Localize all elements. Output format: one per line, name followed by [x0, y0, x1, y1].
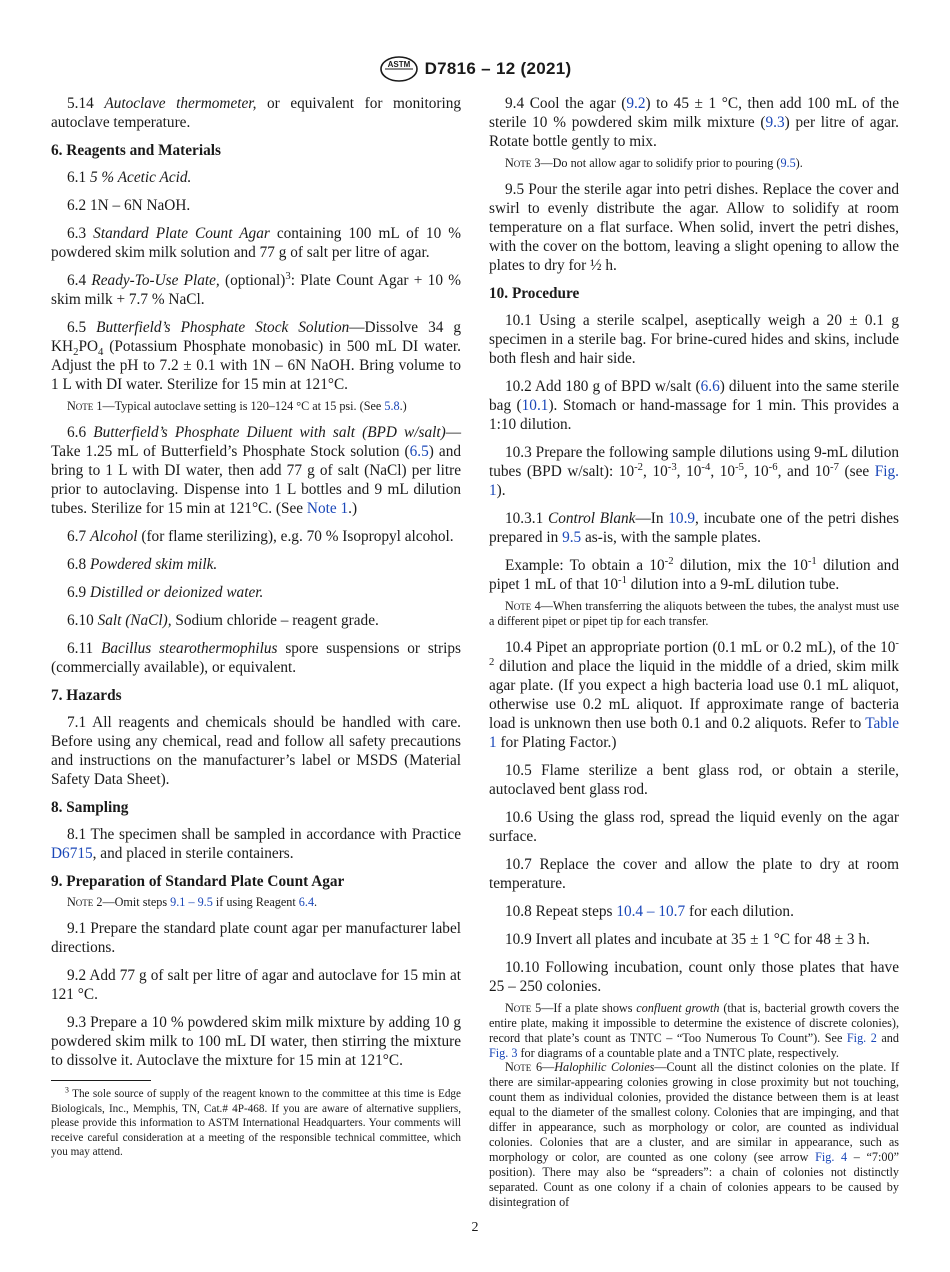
note-label: Note — [505, 156, 532, 170]
note-label: Note — [505, 599, 532, 613]
para-6-3: 6.3 Standard Plate Count Agar containing 100 mL of 10 % powdered skim milk solution and 77 g of salt per litre of agar. — [51, 225, 462, 261]
para-9-2: 9.2 Add 77 g of salt per litre of agar and autoclave for 15 min at 121 °C. — [51, 967, 461, 1003]
note-3: Note 3—Do not allow agar to solidify prior to pouring (9.5). — [505, 156, 803, 170]
para-8-1: 8.1 The specimen shall be sampled in accordance with Practice D6715, and placed in sterile containers. — [51, 826, 461, 862]
cross-reference-link[interactable]: 6.6 — [700, 378, 720, 395]
para-9-1: 9.1 Prepare the standard plate count agar per manufacturer label directions. — [51, 920, 461, 956]
para-10-9: 10.9 Invert all plates and incubate at 35 ± 1 °C for 48 ± 3 h. — [505, 931, 870, 948]
cross-reference-link[interactable]: Fig. 2 — [846, 1031, 877, 1045]
para-10-2: 10.2 Add 180 g of BPD w/salt (6.6) diluent into the same sterile bag (10.1). Stomach or hand-massage for 1 min. This provides a 1:10 dilution. — [489, 378, 900, 433]
note-2: Note 2—Omit steps 9.1 – 9.5 if using Reagent 6.4. — [67, 895, 318, 909]
footnote-3: $^3$ The sole source of supply of the reagent known to the committee at this time is Edge Biologicals, Inc., Memphis, TN, Cat.# 4P-468. If you are aware of alternative suppliers, please provide this information to ASTM International Headquarters. Your comments will receive careful consideration at a meeting of the responsible technical committee, which you may attend. — [51, 1085, 461, 1158]
note-label: Note — [505, 1060, 532, 1074]
cross-reference-link[interactable]: 5.8 — [384, 399, 400, 413]
astm-logo-icon — [379, 55, 419, 83]
astm-logo-text: ASTM — [387, 60, 410, 69]
heading-7: 7. Hazards — [51, 687, 122, 704]
heading-6: 6. Reagents and Materials — [51, 142, 221, 159]
para-10-8: 10.8 Repeat steps 10.4 – 10.7 for each dilution. — [505, 903, 794, 920]
para-6-6: 6.6 Butterfield’s Phosphate Diluent with salt (BPD w/salt)—Take 1.25 mL of Butterfield’s Phosphate Stock solution (6.5) and bring to 1 L with DI water, then add 77 g of salt (NaCl) per litre prior to autoclaving. Dispense into 1 L bottles and 9 mL dilution tubes. Sterilize for 15 min at 121°C. (See Note 1.) — [51, 424, 461, 517]
para-9-5: 9.5 Pour the sterile agar into petri dishes. Replace the cover and swirl to evenly distribute the agar. Allow to solidify at room temperature on a flat surface. When solid, invert the petri dishes, with the cover on the bottom, leaving a slight opening to allow the plates to dry for ½ h. — [489, 181, 899, 274]
left-column-text — [51, 94, 461, 1070]
para-10-3: 10.3 Prepare the following sample dilutions using 9-mL dilution tubes (BPD w/salt): $10^{-2}$, $10^{-3}$, $10^{-4}$, $10^{-5}$, $10^{-6}$, and $10^{-7}$ (see Fig. 1). — [489, 444, 899, 499]
right-column — [489, 94, 899, 1219]
cross-reference-link[interactable]: Fig. 4 — [815, 1150, 848, 1164]
note-label: Note — [505, 1001, 532, 1015]
note-1: Note 1—Typical autoclave setting is 120–124 °C at 15 psi. (See 5.8.) — [67, 399, 407, 413]
cross-reference-link[interactable]: 9.5 — [780, 156, 796, 170]
para-10-3-1: 10.3.1 Control Blank—In 10.9, incubate one of the petri dishes prepared in 9.5 as-is, with the sample plates. — [489, 510, 899, 546]
left-column — [51, 94, 461, 1160]
cross-reference-link[interactable]: Fig. 1 — [489, 463, 899, 499]
page-header — [0, 54, 950, 84]
para-6-4: 6.4 Ready-To-Use Plate, (optional)$^3$: Plate Count Agar + 10 % skim milk + 7.7 % NaCl. — [51, 269, 461, 308]
cross-reference-link[interactable]: 6.5 — [409, 443, 429, 460]
note-label: Note — [67, 399, 94, 413]
para-10-4: 10.4 Pipet an appropriate portion (0.1 mL or 0.2 mL), of the $10^{-2}$ dilution and place the liquid in the middle of a dried, skim milk agar plate. (If you expect a high bacteria load use 0.1 mL aliquot, otherwise use 0.2 mL aliquot. If approximate range of bacteria load is unknown then use both 0.1 and 0.2 aliquots. Refer to Table 1 for Plating Factor.) — [489, 636, 899, 751]
para-6-9: 6.9 Distilled or deionized water. — [67, 584, 264, 601]
para-6-5: 6.5 Butterfield’s Phosphate Stock Solution—Dissolve 34 g $KH_2PO_4$ (Potassium Phosphate monobasic) in 500 mL DI water. Adjust the pH to 7.2 ± 0.1 with 1N – 6N NaOH. Bring volume to 1 L with DI water. Sterilize for 15 min at 121°C. — [51, 319, 461, 393]
cross-reference-link[interactable]: 6.4 — [298, 895, 315, 909]
document-id: D7816 – 12 (2021) — [424, 59, 572, 78]
para-10-6: 10.6 Using the glass rod, spread the liquid evenly on the agar surface. — [489, 809, 899, 845]
para-6-1: 6.1 5 % Acetic Acid. — [67, 169, 192, 186]
note-label: Note — [67, 895, 94, 909]
para-7-1: 7.1 All reagents and chemicals should be handled with care. Before using any chemical, read and follow all safety precautions and instructions on the manufacturer’s label or MSDS (Material Safety Data Sheet). — [51, 714, 461, 788]
cross-reference-link[interactable]: 9.5 — [562, 529, 582, 546]
para-10-5: 10.5 Flame sterilize a bent glass rod, or obtain a sterile, autoclaved bent glass rod. — [489, 762, 899, 798]
footnote-rule — [51, 1080, 151, 1081]
note-4: Note 4—When transferring the aliquots between the tubes, the analyst must use a different pipet or pipet tip for each transfer. — [489, 599, 899, 628]
para-6-8: 6.8 Powdered skim milk. — [67, 556, 218, 573]
note-6: Note 6—Halophilic Colonies—Count all the distinct colonies on the plate. If there are similar-appearing colonies growing in close proximity but not touching, count them as individual colonies, provided the distance between them is at least equal to the diameter of the smallest colony. Colonies that are impinging, and that differ in appearance, such as morphology or color, are counted as individual colonies. Colonies that are a cluster, and are similar in appearance, such as morphology or color, are counted as one colony (see arrow Fig. 4 – “7:00” position). There may also be “spreaders”: a chain of colonies not distinctly separated. Count as one colony if a chain of colonies appears to be caused by disintegration of — [489, 1060, 900, 1209]
para-9-3: 9.3 Prepare a 10 % powdered skim milk mixture by adding 10 g powdered skim milk to 100 mL DI water, then stirring the mixture to dissolve it. Autoclave the mixture for 15 min at 121°C. — [51, 1014, 461, 1069]
para-9-4: 9.4 Cool the agar (9.2) to 45 ± 1 °C, then add 100 mL of the sterile 10 % powdered skim milk mixture (9.3) per litre of agar. Rotate bottle gently to mix. — [489, 95, 900, 150]
cross-reference-link[interactable]: 10.9 — [668, 510, 696, 527]
page-number: 2 — [471, 1220, 479, 1235]
cross-reference-link[interactable]: 10.4 – 10.7 — [616, 903, 686, 920]
para-5-14: 5.14 Autoclave thermometer, or equivalent for monitoring autoclave temperature. — [51, 95, 462, 131]
para-6-10: 6.10 Salt (NaCl), Sodium chloride – reagent grade. — [67, 612, 379, 629]
cross-reference-link[interactable]: Table 1 — [489, 715, 899, 751]
para-6-11: 6.11 Bacillus stearothermophilus spore suspensions or strips (commercially available), or equivalent. — [51, 640, 461, 676]
para-10-7: 10.7 Replace the cover and allow the plate to dry at room temperature. — [489, 856, 899, 892]
cross-reference-link[interactable]: 9.1 – 9.5 — [170, 895, 213, 909]
heading-10: 10. Procedure — [489, 285, 580, 302]
para-6-2: 6.2 1N – 6N NaOH. — [67, 197, 191, 214]
cross-reference-link[interactable]: 9.2 — [626, 95, 646, 112]
para-6-7: 6.7 Alcohol (for flame sterilizing), e.g. 70 % Isopropyl alcohol. — [67, 528, 454, 545]
cross-reference-link[interactable]: Note 1 — [306, 500, 349, 517]
cross-reference-link[interactable]: D6715 — [51, 845, 93, 862]
cross-reference-link[interactable]: Fig. 3 — [489, 1046, 518, 1060]
para-10-1: 10.1 Using a sterile scalpel, aseptically weigh a 20 ± 0.1 g specimen in a sterile bag. For brine-cured hides and skins, include both flesh and hair side. — [489, 312, 899, 367]
heading-9: 9. Preparation of Standard Plate Count Agar — [51, 873, 345, 890]
note-5: Note 5—If a plate shows confluent growth (that is, bacterial growth covers the entire plate, making it impossible to determine the existence of discrete colonies), record that plate’s count as TNTC – “Too Numerous To Count”). See Fig. 2 and Fig. 3 for diagrams of a countable plate and a TNTC plate, respectively. — [489, 1001, 899, 1060]
para-example: Example: To obtain a $10^{-2}$ dilution, mix the $10^{-1}$ dilution and pipet 1 mL of that $10^{-1}$ dilution into a 9-mL dilution tube. — [489, 554, 899, 593]
cross-reference-link[interactable]: 10.1 — [521, 397, 549, 414]
right-column-text — [489, 94, 899, 1210]
para-10-10: 10.10 Following incubation, count only those plates that have 25 – 250 colonies. — [489, 959, 899, 995]
cross-reference-link[interactable]: 9.3 — [765, 114, 785, 131]
heading-8: 8. Sampling — [51, 799, 129, 816]
